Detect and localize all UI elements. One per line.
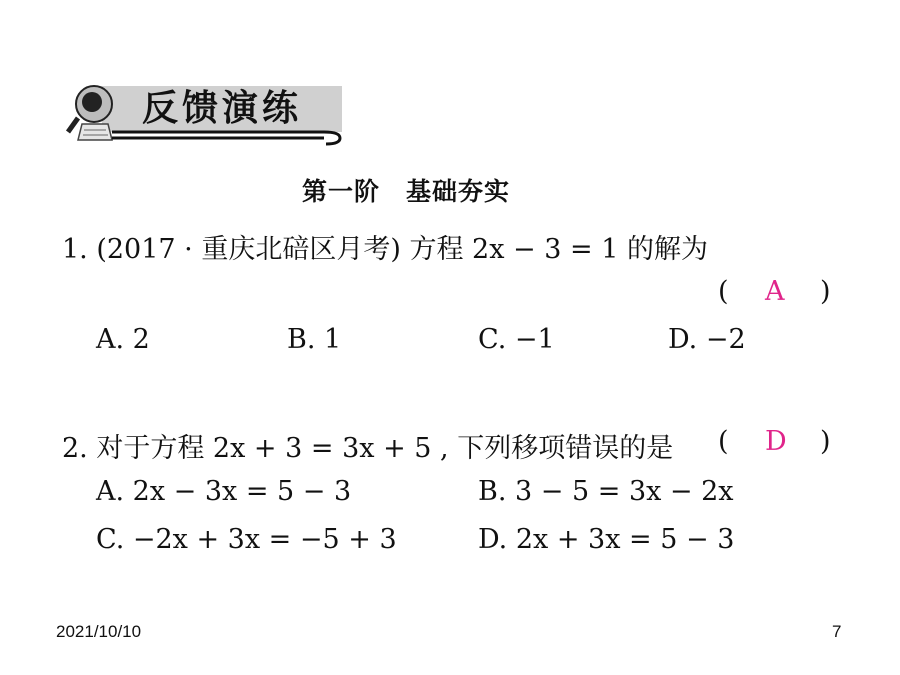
section-title: 第一阶 基础夯实 — [302, 177, 511, 206]
question-1-answer: A — [765, 276, 785, 307]
question-2-option-c: C. −2x + 3x = −5 + 3 — [96, 524, 397, 555]
question-1-option-c: C. −1 — [478, 324, 555, 355]
question-2-option-a: A. 2x − 3x = 5 − 3 — [96, 476, 352, 507]
banner-title: 反馈演练 — [142, 88, 303, 129]
question-2-paren-close: ) — [820, 426, 831, 457]
question-1-option-b: B. 1 — [287, 324, 342, 355]
footer-date: 2021/10/10 — [56, 622, 142, 641]
question-2-option-b: B. 3 − 5 = 3x − 2x — [478, 476, 734, 507]
question-1-paren-close: ) — [820, 276, 831, 307]
banner-underline — [112, 126, 344, 146]
question-1-option-d: D. −2 — [668, 324, 746, 355]
question-1-paren-open: ( — [718, 276, 729, 307]
question-2-stem: 2. 对于方程 2x + 3 = 3x + 5 , 下列移项错误的是 — [62, 433, 674, 464]
section-banner — [62, 78, 344, 146]
question-1-option-a: A. 2 — [96, 324, 150, 355]
question-2-answer: D — [765, 426, 787, 457]
question-2-paren-open: ( — [718, 426, 729, 457]
page-number: 7 — [832, 622, 842, 641]
question-1-stem: 1. (2017 · 重庆北碚区月考) 方程 2x − 3 = 1 的解为 — [62, 234, 708, 265]
question-2-option-d: D. 2x + 3x = 5 − 3 — [478, 524, 735, 555]
